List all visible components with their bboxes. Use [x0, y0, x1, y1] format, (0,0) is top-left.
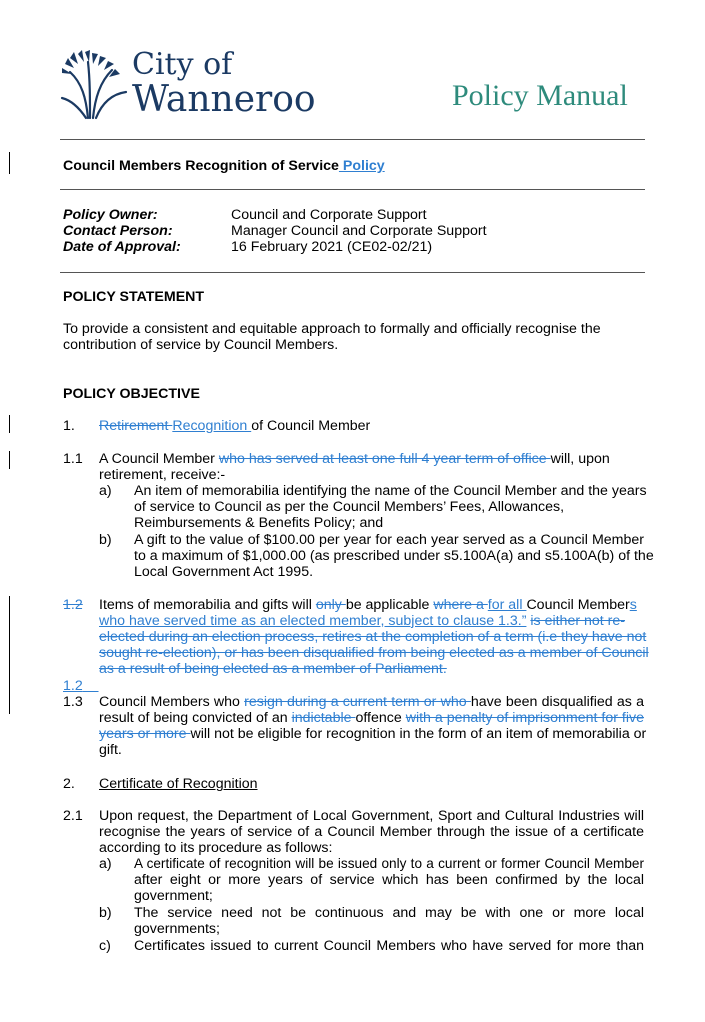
clause-number-inserted: [63, 678, 99, 694]
clause-number: 1.1: [63, 451, 83, 467]
clause-text: A Council Member: [99, 451, 219, 467]
clause-1-3-line: [99, 726, 647, 742]
clause-text: Council Members who: [99, 694, 245, 710]
change-bar: [9, 451, 10, 469]
section-number: 1.: [63, 418, 75, 434]
meta-label: Contact Person:: [63, 223, 173, 239]
section-number: 2.: [63, 776, 75, 792]
list-item-text: to a maximum of $1,000.00 (as prescribed under s5.100A(a) and s5.100A(b) of the: [134, 548, 654, 564]
clause-1-2-line: [99, 613, 625, 629]
clause-number-deleted: 1.2: [63, 597, 83, 613]
list-item-text: The service need not be continuous and may be with one or more local: [134, 905, 644, 921]
clause-text: gift.: [99, 742, 122, 758]
clause-text: offence: [355, 710, 406, 726]
statement-heading: POLICY STATEMENT: [63, 289, 205, 305]
section-1-title: [99, 418, 370, 434]
list-marker: c): [99, 938, 111, 954]
clause-text: Council Member: [526, 597, 630, 613]
clause-number: 1.3: [63, 694, 83, 710]
list-item-text: government;: [134, 888, 213, 904]
list-marker: b): [99, 532, 112, 548]
manual-title: Policy Manual: [452, 79, 628, 112]
clause-text: result of being convicted of an: [99, 710, 292, 726]
clause-number: 2.1: [63, 808, 83, 824]
meta-divider: [60, 272, 645, 273]
deleted-text: resign during a current term or who: [244, 694, 471, 710]
logo-line-1: City of: [132, 47, 233, 82]
list-item-text: after eight or more years of service which has been confirmed by the local: [134, 872, 644, 888]
clause-text: according to its procedure as follows:: [99, 840, 333, 856]
meta-value: 16 February 2021 (CE02-02/21): [231, 239, 433, 255]
deleted-text: indictable: [291, 710, 356, 726]
change-bar: [9, 415, 10, 433]
section-title-text: of Council Member: [251, 418, 371, 434]
header-divider: [60, 139, 645, 140]
list-marker: a): [99, 483, 112, 499]
deleted-text: years or more: [99, 726, 191, 742]
inserted-text: Recognition: [172, 418, 252, 434]
policy-title: [63, 158, 385, 174]
deleted-text: who has served at least one full 4 year term of office: [218, 451, 551, 467]
clause-1-2-line: [99, 597, 637, 613]
statement-text: contribution of service by Council Members.: [63, 337, 339, 353]
clause-1-3-line: [99, 710, 644, 726]
clause-text: Items of memorabilia and gifts will: [99, 597, 316, 613]
city-logo: [60, 48, 320, 123]
list-item-text: governments;: [134, 921, 220, 937]
clause-text: Upon request, the Department of Local Government, Sport and Cultural Industries will: [99, 808, 644, 824]
list-item-text: of service to Council as per the Council Members’ Fees, Allowances,: [134, 499, 565, 515]
clause-1-1-line: [99, 451, 608, 467]
deleted-text: where a: [433, 597, 488, 613]
meta-value: Manager Council and Corporate Support: [231, 223, 487, 239]
change-bar: [9, 596, 10, 714]
inserted-text: s: [629, 597, 637, 613]
deleted-text: Retirement: [99, 418, 173, 434]
deleted-text: elected during an election process, retires at the completion of a term (i.e they have not: [99, 629, 647, 645]
clause-1-3-line: [99, 694, 644, 710]
clause-text: will, upon: [550, 451, 610, 467]
meta-label: Date of Approval:: [63, 239, 181, 255]
logo-line-2: Wanneroo: [132, 79, 316, 120]
policy-title-insert: Policy: [338, 158, 385, 174]
meta-label: Policy Owner:: [63, 207, 158, 223]
list-marker: a): [99, 856, 112, 872]
list-item-text: Local Government Act 1995.: [134, 564, 314, 580]
meta-value: Council and Corporate Support: [231, 207, 427, 223]
section-2-title: Certificate of Recognition: [99, 776, 258, 792]
list-marker: b): [99, 905, 112, 921]
policy-title-text: Council Members Recognition of Service: [63, 158, 339, 174]
clause-text: will not be eligible for recognition in the form of an item of memorabilia or: [190, 726, 647, 742]
deleted-text: as a result of being elected as a member of Parliament.: [99, 661, 447, 677]
clause-text: be applicable: [345, 597, 434, 613]
clause-text: have been disqualified as a: [470, 694, 644, 710]
list-item-text: A gift to the value of $100.00 per year for each year served as a Council Member: [134, 532, 644, 548]
title-divider: [60, 189, 645, 190]
list-item-text: A certificate of recognition will be issued only to a current or former Council Member: [134, 856, 644, 871]
list-item-text: An item of memorabilia identifying the name of the Council Member and the years: [134, 483, 647, 499]
change-bar: [9, 152, 10, 174]
inserted-text: who have served time as an elected member, subject to clause 1.3.”: [99, 613, 527, 629]
objective-heading: POLICY OBJECTIVE: [63, 386, 200, 402]
list-item-text: Certificates issued to current Council Members who have served for more than: [134, 938, 644, 954]
list-item-text: Reimbursements & Benefits Policy; and: [134, 515, 384, 531]
clause-text: retirement, receive:-: [99, 467, 226, 483]
inserted-text: for all: [487, 597, 527, 613]
inserted-text: 1.2: [63, 678, 83, 694]
palm-emblem-icon: [60, 48, 130, 120]
deleted-text: is either not re-: [530, 613, 626, 629]
deleted-text: only: [315, 597, 346, 613]
deleted-text: with a penalty of imprisonment for five: [405, 710, 644, 726]
clause-text: recognise the years of service of a Council Member through the issue of a certificate: [99, 824, 644, 840]
deleted-text: sought re-election), or has been disqualified from being elected as a member of Council: [99, 645, 649, 661]
statement-text: To provide a consistent and equitable approach to formally and officially recognise the: [63, 321, 601, 337]
